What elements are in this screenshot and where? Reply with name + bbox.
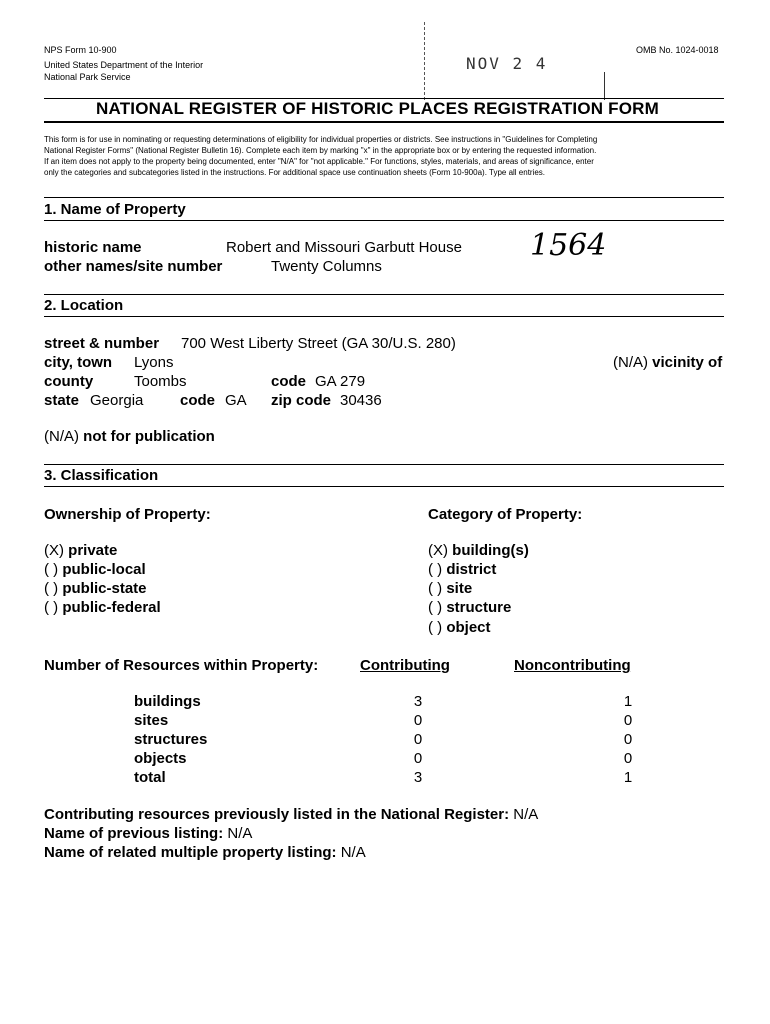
contributing-count: 0 (413, 712, 423, 729)
resource-name: sites (134, 712, 169, 729)
other-names-value: Twenty Columns (271, 258, 382, 275)
previous-listing-name: Name of previous listing: N/A (44, 825, 253, 842)
instruction-line: only the categories and subcategories listed in the instructions. For additional space use continuation sheets (Form 10-900a). Type all entries. (44, 168, 546, 177)
noncontributing-count: 1 (623, 769, 633, 786)
related-multiple-listing: Name of related multiple property listing: N/A (44, 844, 366, 861)
instructions (44, 134, 734, 178)
section2-heading: 2. Location (44, 297, 124, 314)
stamp-border-left (424, 22, 425, 100)
department-name: United States Department of the Interior (44, 60, 204, 70)
contributing-count: 0 (413, 750, 423, 767)
county-label: county (44, 373, 94, 390)
county-code-label: code (271, 373, 307, 390)
instruction-line: National Register Forms" (National Register Bulletin 16). Complete each item by marking "x" in the appropriate box or by entering the requested information. (44, 146, 597, 155)
resource-name: structures (134, 731, 208, 748)
section2-top-rule (44, 294, 724, 295)
section2-bottom-rule (44, 316, 724, 317)
section3-bottom-rule (44, 486, 724, 487)
resources-label: Number of Resources within Property: (44, 657, 319, 674)
city-value: Lyons (134, 354, 174, 371)
category-option: ( ) structure (428, 599, 512, 616)
handwritten-number: 1564 (530, 228, 607, 263)
not-for-publication (44, 428, 215, 445)
nfp-label: not for publication (83, 428, 215, 445)
contributing-count: 3 (413, 693, 423, 710)
section1-bottom-rule (44, 220, 724, 221)
section3-top-rule (44, 464, 724, 465)
noncontributing-count: 0 (623, 750, 633, 767)
ownership-option: (X) private (44, 542, 118, 559)
received-stamp: NOV 2 4 (466, 54, 548, 73)
section1-heading: 1. Name of Property (44, 201, 186, 218)
title-bottom-rule (44, 121, 724, 123)
contributing-header: Contributing (360, 657, 450, 674)
resource-name: total (134, 769, 166, 786)
state-code-label: code (180, 392, 216, 409)
city-label: city, town (44, 354, 113, 371)
resource-name: buildings (134, 693, 201, 710)
county-code-value: GA 279 (315, 373, 366, 390)
state-value: Georgia (90, 392, 144, 409)
state-label: state (44, 392, 80, 409)
historic-name-label: historic name (44, 239, 142, 256)
contributing-count: 3 (413, 769, 423, 786)
section1-top-rule (44, 197, 724, 198)
other-names-label: other names/site number (44, 258, 223, 275)
noncontributing-count: 0 (623, 712, 633, 729)
category-option: ( ) district (428, 561, 497, 578)
category-label: Category of Property: (428, 506, 583, 523)
contributing-count: 0 (413, 731, 423, 748)
service-name: National Park Service (44, 72, 131, 82)
state-code-value: GA (225, 392, 247, 409)
ownership-option: ( ) public-state (44, 580, 147, 597)
zip-value: 30436 (340, 392, 382, 409)
form-id: NPS Form 10-900 (44, 45, 117, 55)
stamp-border-right (604, 72, 605, 100)
instruction-line: This form is for use in nominating or requesting determinations of eligibility for individual properties or districts. See instructions in "Guidelines for Completing (44, 135, 598, 144)
category-option: ( ) site (428, 580, 473, 597)
noncontributing-count: 0 (623, 731, 633, 748)
section3-heading: 3. Classification (44, 467, 159, 484)
noncontributing-count: 1 (623, 693, 633, 710)
vicinity (613, 354, 722, 371)
vicinity-mark: (N/A) (613, 354, 648, 371)
ownership-option: ( ) public-federal (44, 599, 161, 616)
instruction-line: If an item does not apply to the property being documented, enter "N/A" for "not applicable." For functions, styles, materials, and areas of significance, enter (44, 157, 594, 166)
noncontributing-header: Noncontributing (514, 657, 631, 674)
resource-name: objects (134, 750, 187, 767)
ownership-option: ( ) public-local (44, 561, 146, 578)
nfp-mark: (N/A) (44, 428, 79, 445)
street-label: street & number (44, 335, 160, 352)
omb-number: OMB No. 1024-0018 (636, 45, 719, 55)
street-value: 700 West Liberty Street (GA 30/U.S. 280) (181, 335, 456, 352)
previously-listed: Contributing resources previously listed in the National Register: N/A (44, 806, 539, 823)
category-option: (X) building(s) (428, 542, 529, 559)
zip-label: zip code (271, 392, 332, 409)
form-title: NATIONAL REGISTER OF HISTORIC PLACES REGISTRATION FORM (96, 99, 660, 118)
historic-name-value: Robert and Missouri Garbutt House (226, 239, 462, 256)
ownership-label: Ownership of Property: (44, 506, 211, 523)
county-value: Toombs (134, 373, 187, 390)
category-option: ( ) object (428, 619, 491, 636)
vicinity-label: vicinity of (652, 354, 723, 371)
